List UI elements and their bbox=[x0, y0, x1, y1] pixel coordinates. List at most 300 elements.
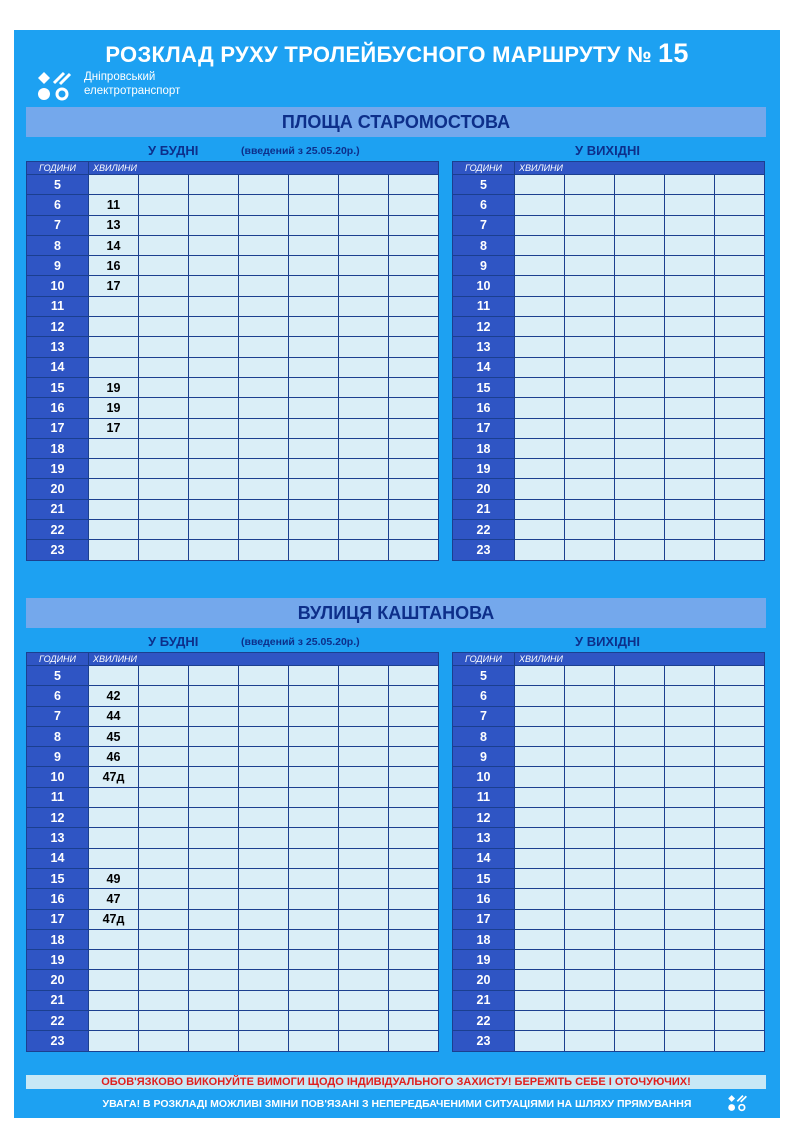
minute-cell bbox=[189, 377, 239, 397]
minute-cell bbox=[289, 848, 339, 868]
minute-cell bbox=[615, 195, 665, 215]
minute-cell bbox=[565, 235, 615, 255]
table-row bbox=[27, 256, 439, 276]
minute-cell bbox=[615, 868, 665, 888]
minute-cell bbox=[189, 215, 239, 235]
minute-cell bbox=[615, 256, 665, 276]
minute-cell bbox=[615, 990, 665, 1010]
introduced-date: (введений з 25.05.20р.) bbox=[241, 145, 360, 157]
minute-cell bbox=[715, 706, 765, 726]
minute-cell bbox=[339, 1031, 389, 1051]
minute-cell bbox=[515, 317, 565, 337]
hour-cell: 13 bbox=[27, 828, 89, 848]
hour-cell: 21 bbox=[453, 499, 515, 519]
minute-cell bbox=[239, 767, 289, 787]
minute-cell bbox=[189, 438, 239, 458]
minute-cell bbox=[715, 438, 765, 458]
hour-cell: 16 bbox=[27, 889, 89, 909]
minute-cell bbox=[339, 970, 389, 990]
minute-cell bbox=[615, 808, 665, 828]
table-row bbox=[27, 499, 439, 519]
minute-cell bbox=[339, 889, 389, 909]
minute-cell bbox=[239, 357, 289, 377]
minute-cell bbox=[515, 747, 565, 767]
minute-cell bbox=[189, 828, 239, 848]
minute-cell bbox=[189, 868, 239, 888]
minute-cell bbox=[665, 215, 715, 235]
minute-cell bbox=[139, 317, 189, 337]
minute-cell bbox=[565, 1011, 615, 1031]
minute-cell bbox=[665, 726, 715, 746]
minute-cell bbox=[139, 418, 189, 438]
hour-cell: 23 bbox=[27, 540, 89, 560]
table-row bbox=[453, 706, 765, 726]
table-row bbox=[453, 747, 765, 767]
minute-cell bbox=[339, 909, 389, 929]
minute-cell bbox=[139, 296, 189, 316]
minute-cell bbox=[389, 438, 439, 458]
minute-cell bbox=[189, 686, 239, 706]
minute-cell bbox=[515, 195, 565, 215]
minute-cell bbox=[615, 398, 665, 418]
minute-cell bbox=[389, 726, 439, 746]
minute-cell bbox=[389, 787, 439, 807]
minute-cell bbox=[289, 276, 339, 296]
minute-cell bbox=[189, 706, 239, 726]
minute-cell bbox=[339, 357, 389, 377]
minute-cell bbox=[389, 459, 439, 479]
table-row bbox=[27, 540, 439, 560]
minute-cell bbox=[139, 1011, 189, 1031]
minute-cell bbox=[339, 828, 389, 848]
hour-cell: 16 bbox=[27, 398, 89, 418]
minute-cell: 17 bbox=[89, 418, 139, 438]
hour-cell: 23 bbox=[453, 1031, 515, 1051]
table-row bbox=[27, 706, 439, 726]
minute-cell bbox=[189, 970, 239, 990]
minute-cell bbox=[139, 929, 189, 949]
minute-cell bbox=[665, 459, 715, 479]
minute-cell bbox=[715, 235, 765, 255]
hour-cell: 22 bbox=[27, 1011, 89, 1031]
minute-cell bbox=[139, 235, 189, 255]
table-row bbox=[453, 909, 765, 929]
minute-cell bbox=[189, 909, 239, 929]
minute-cell bbox=[515, 276, 565, 296]
minute-cell bbox=[339, 868, 389, 888]
minute-cell bbox=[139, 767, 189, 787]
minute-cell bbox=[189, 418, 239, 438]
minute-cell bbox=[515, 787, 565, 807]
minute-cell bbox=[189, 747, 239, 767]
minute-cell bbox=[565, 215, 615, 235]
minute-cell bbox=[665, 540, 715, 560]
hour-cell: 9 bbox=[453, 747, 515, 767]
minute-cell bbox=[665, 377, 715, 397]
minute-cell bbox=[239, 726, 289, 746]
minute-cell bbox=[615, 950, 665, 970]
minute-cell bbox=[289, 990, 339, 1010]
table-row bbox=[27, 1031, 439, 1051]
minute-cell bbox=[189, 256, 239, 276]
minute-cell bbox=[715, 787, 765, 807]
minute-cell bbox=[715, 479, 765, 499]
minute-cell bbox=[289, 418, 339, 438]
hour-cell: 14 bbox=[27, 357, 89, 377]
minute-cell bbox=[389, 868, 439, 888]
minute-cell bbox=[289, 889, 339, 909]
minute-cell bbox=[715, 990, 765, 1010]
minute-cell bbox=[515, 666, 565, 686]
minute-cell bbox=[515, 337, 565, 357]
hour-cell: 10 bbox=[27, 767, 89, 787]
minute-cell bbox=[389, 686, 439, 706]
table-row bbox=[27, 377, 439, 397]
hour-cell: 18 bbox=[27, 438, 89, 458]
minute-cell bbox=[339, 256, 389, 276]
minute-cell bbox=[239, 889, 289, 909]
hour-cell: 5 bbox=[27, 666, 89, 686]
table-row bbox=[27, 195, 439, 215]
table-row bbox=[27, 479, 439, 499]
introduced-date: (введений з 25.05.20р.) bbox=[241, 636, 360, 648]
table-row bbox=[453, 499, 765, 519]
table-row bbox=[453, 889, 765, 909]
minute-cell bbox=[665, 438, 715, 458]
hour-cell: 22 bbox=[453, 520, 515, 540]
minute-cell bbox=[289, 726, 339, 746]
table-row bbox=[453, 666, 765, 686]
minute-cell bbox=[139, 726, 189, 746]
minute-cell bbox=[565, 276, 615, 296]
minute-cell bbox=[139, 828, 189, 848]
hour-cell: 13 bbox=[453, 337, 515, 357]
hour-cell: 10 bbox=[453, 276, 515, 296]
hour-cell: 11 bbox=[27, 296, 89, 316]
minute-cell bbox=[715, 459, 765, 479]
minute-cell bbox=[89, 520, 139, 540]
weekends-heading: У ВИХІДНІ bbox=[575, 143, 640, 158]
minute-cell bbox=[89, 175, 139, 195]
minute-cell bbox=[239, 706, 289, 726]
minute-cell bbox=[339, 195, 389, 215]
minute-cell bbox=[565, 438, 615, 458]
minute-cell bbox=[615, 459, 665, 479]
minute-cell bbox=[665, 767, 715, 787]
minute-cell bbox=[565, 377, 615, 397]
minute-cell bbox=[89, 317, 139, 337]
minute-cell bbox=[289, 706, 339, 726]
minute-cell bbox=[515, 929, 565, 949]
minute-cell bbox=[515, 418, 565, 438]
minute-cell bbox=[515, 1011, 565, 1031]
minute-cell bbox=[139, 970, 189, 990]
minute-cell bbox=[665, 686, 715, 706]
minute-cell: 16 bbox=[89, 256, 139, 276]
minute-cell bbox=[289, 747, 339, 767]
weekend-timetable bbox=[452, 161, 765, 561]
minute-cell bbox=[139, 175, 189, 195]
minute-cell bbox=[715, 950, 765, 970]
minute-cell bbox=[289, 337, 339, 357]
table-row bbox=[453, 398, 765, 418]
minute-cell bbox=[289, 235, 339, 255]
footer-logo-icon bbox=[726, 1090, 752, 1116]
hour-cell: 6 bbox=[27, 195, 89, 215]
minute-cell bbox=[289, 317, 339, 337]
minute-cell bbox=[339, 499, 389, 519]
minute-cell bbox=[565, 808, 615, 828]
table-row bbox=[453, 540, 765, 560]
minute-cell bbox=[239, 175, 289, 195]
minute-cell bbox=[339, 929, 389, 949]
table-row bbox=[453, 828, 765, 848]
minute-cell bbox=[289, 398, 339, 418]
minute-cell bbox=[665, 317, 715, 337]
minute-cell: 46 bbox=[89, 747, 139, 767]
minute-cell bbox=[239, 828, 289, 848]
minute-cell bbox=[389, 520, 439, 540]
minute-cell bbox=[389, 889, 439, 909]
hour-cell: 12 bbox=[27, 808, 89, 828]
minute-cell bbox=[515, 235, 565, 255]
minute-cell bbox=[139, 706, 189, 726]
table-row bbox=[27, 235, 439, 255]
minute-cell bbox=[339, 418, 389, 438]
minute-cell bbox=[615, 357, 665, 377]
minute-cell bbox=[715, 848, 765, 868]
minute-cell bbox=[665, 276, 715, 296]
minute-cell bbox=[389, 706, 439, 726]
minute-cell bbox=[239, 868, 289, 888]
minute-cell bbox=[239, 418, 289, 438]
minute-cell bbox=[89, 808, 139, 828]
minute-cell bbox=[515, 726, 565, 746]
minute-cell bbox=[715, 520, 765, 540]
hour-cell: 23 bbox=[27, 1031, 89, 1051]
table-row bbox=[27, 418, 439, 438]
table-row bbox=[453, 459, 765, 479]
minute-cell bbox=[665, 990, 715, 1010]
minute-cell bbox=[389, 215, 439, 235]
minute-cell bbox=[715, 499, 765, 519]
minute-cell bbox=[239, 970, 289, 990]
minute-cell bbox=[189, 499, 239, 519]
route-warning: УВАГА! В РОЗКЛАДІ МОЖЛИВІ ЗМІНИ ПОВ'ЯЗАНІ З НЕПЕРЕДБАЧЕНИМИ СИТУАЦІЯМИ НА ШЛЯХУ ПРЯМУВАННЯ bbox=[102, 1098, 692, 1110]
minute-cell bbox=[389, 1031, 439, 1051]
minute-cell bbox=[339, 686, 389, 706]
minute-cell bbox=[665, 398, 715, 418]
weekdays-heading: У БУДНІ bbox=[148, 634, 199, 649]
table-row bbox=[27, 520, 439, 540]
minute-cell bbox=[239, 398, 289, 418]
minute-cell bbox=[615, 970, 665, 990]
minute-cell bbox=[239, 296, 289, 316]
minute-cell bbox=[239, 479, 289, 499]
hour-cell: 12 bbox=[27, 317, 89, 337]
minute-cell bbox=[515, 889, 565, 909]
minute-cell bbox=[665, 337, 715, 357]
minute-cell bbox=[89, 479, 139, 499]
minute-cell bbox=[189, 767, 239, 787]
minute-cell bbox=[289, 296, 339, 316]
minute-cell bbox=[239, 337, 289, 357]
hour-cell: 18 bbox=[453, 438, 515, 458]
minute-cell bbox=[715, 276, 765, 296]
minute-cell bbox=[565, 175, 615, 195]
hour-cell: 7 bbox=[27, 706, 89, 726]
minute-cell bbox=[139, 808, 189, 828]
table-row bbox=[27, 357, 439, 377]
minute-cell bbox=[515, 459, 565, 479]
minute-cell bbox=[665, 520, 715, 540]
minute-cell bbox=[339, 726, 389, 746]
minute-cell bbox=[665, 808, 715, 828]
minute-cell bbox=[565, 195, 615, 215]
table-row bbox=[27, 950, 439, 970]
minute-cell bbox=[189, 787, 239, 807]
stop-name-bar: ПЛОЩА СТАРОМОСТОВА bbox=[26, 107, 766, 137]
minute-cell bbox=[515, 990, 565, 1010]
table-row bbox=[453, 276, 765, 296]
minutes-column-header: ХВИЛИНИ bbox=[89, 653, 439, 666]
minute-cell bbox=[565, 479, 615, 499]
table-row bbox=[27, 990, 439, 1010]
table-row bbox=[453, 950, 765, 970]
minute-cell bbox=[565, 337, 615, 357]
minute-cell bbox=[389, 666, 439, 686]
minute-cell bbox=[139, 909, 189, 929]
hour-cell: 6 bbox=[453, 686, 515, 706]
minute-cell bbox=[715, 296, 765, 316]
hour-cell: 14 bbox=[453, 357, 515, 377]
minute-cell bbox=[89, 499, 139, 519]
minute-cell bbox=[289, 767, 339, 787]
hour-cell: 5 bbox=[27, 175, 89, 195]
minute-cell bbox=[515, 950, 565, 970]
table-row bbox=[453, 337, 765, 357]
minute-cell: 13 bbox=[89, 215, 139, 235]
table-row bbox=[453, 520, 765, 540]
minute-cell bbox=[515, 868, 565, 888]
minute-cell: 44 bbox=[89, 706, 139, 726]
minute-cell bbox=[515, 540, 565, 560]
minute-cell bbox=[189, 889, 239, 909]
minute-cell bbox=[615, 175, 665, 195]
minute-cell bbox=[239, 686, 289, 706]
minute-cell bbox=[565, 909, 615, 929]
minute-cell bbox=[565, 970, 615, 990]
minute-cell bbox=[615, 296, 665, 316]
minute-cell bbox=[289, 215, 339, 235]
minute-cell bbox=[289, 929, 339, 949]
minute-cell bbox=[389, 990, 439, 1010]
minute-cell bbox=[715, 868, 765, 888]
hour-cell: 21 bbox=[453, 990, 515, 1010]
hours-column-header: ГОДИНИ bbox=[453, 162, 515, 175]
minute-cell bbox=[89, 1011, 139, 1031]
hour-cell: 8 bbox=[453, 235, 515, 255]
minute-cell bbox=[715, 726, 765, 746]
minute-cell bbox=[239, 215, 289, 235]
minute-cell bbox=[565, 990, 615, 1010]
minute-cell bbox=[615, 215, 665, 235]
minute-cell bbox=[615, 418, 665, 438]
minute-cell bbox=[565, 929, 615, 949]
minute-cell bbox=[239, 377, 289, 397]
table-row bbox=[27, 337, 439, 357]
minute-cell bbox=[615, 1011, 665, 1031]
minute-cell bbox=[665, 418, 715, 438]
minute-cell bbox=[189, 808, 239, 828]
minute-cell bbox=[665, 929, 715, 949]
table-row bbox=[27, 848, 439, 868]
minute-cell bbox=[389, 540, 439, 560]
minute-cell bbox=[189, 540, 239, 560]
minute-cell bbox=[389, 1011, 439, 1031]
minute-cell bbox=[139, 950, 189, 970]
minute-cell bbox=[565, 540, 615, 560]
minute-cell bbox=[615, 726, 665, 746]
minute-cell bbox=[515, 686, 565, 706]
minute-cell bbox=[515, 808, 565, 828]
table-row bbox=[27, 398, 439, 418]
minute-cell bbox=[665, 950, 715, 970]
minute-cell bbox=[615, 706, 665, 726]
minute-cell bbox=[139, 337, 189, 357]
minute-cell bbox=[239, 520, 289, 540]
minute-cell bbox=[565, 787, 615, 807]
minute-cell bbox=[289, 540, 339, 560]
table-row bbox=[27, 438, 439, 458]
minute-cell bbox=[715, 418, 765, 438]
minute-cell bbox=[565, 767, 615, 787]
minute-cell bbox=[189, 929, 239, 949]
minute-cell bbox=[339, 666, 389, 686]
minute-cell bbox=[665, 479, 715, 499]
minute-cell bbox=[189, 990, 239, 1010]
minute-cell bbox=[139, 990, 189, 1010]
minute-cell bbox=[189, 479, 239, 499]
minute-cell bbox=[189, 520, 239, 540]
minute-cell bbox=[389, 499, 439, 519]
hour-cell: 8 bbox=[453, 726, 515, 746]
minute-cell bbox=[565, 726, 615, 746]
minute-cell bbox=[715, 175, 765, 195]
minute-cell bbox=[289, 1031, 339, 1051]
weekend-timetable bbox=[452, 652, 765, 1052]
hour-cell: 22 bbox=[453, 1011, 515, 1031]
minute-cell: 14 bbox=[89, 235, 139, 255]
table-row bbox=[27, 686, 439, 706]
minute-cell bbox=[339, 479, 389, 499]
hour-cell: 12 bbox=[453, 317, 515, 337]
minute-cell bbox=[665, 1031, 715, 1051]
hour-cell: 19 bbox=[27, 950, 89, 970]
minute-cell bbox=[565, 889, 615, 909]
table-row bbox=[453, 215, 765, 235]
minute-cell bbox=[189, 459, 239, 479]
hour-cell: 9 bbox=[27, 747, 89, 767]
minute-cell bbox=[615, 317, 665, 337]
minute-cell bbox=[665, 666, 715, 686]
minute-cell bbox=[189, 337, 239, 357]
minute-cell bbox=[615, 235, 665, 255]
minute-cell: 11 bbox=[89, 195, 139, 215]
minute-cell bbox=[189, 1011, 239, 1031]
minute-cell bbox=[339, 215, 389, 235]
hour-cell: 20 bbox=[453, 479, 515, 499]
